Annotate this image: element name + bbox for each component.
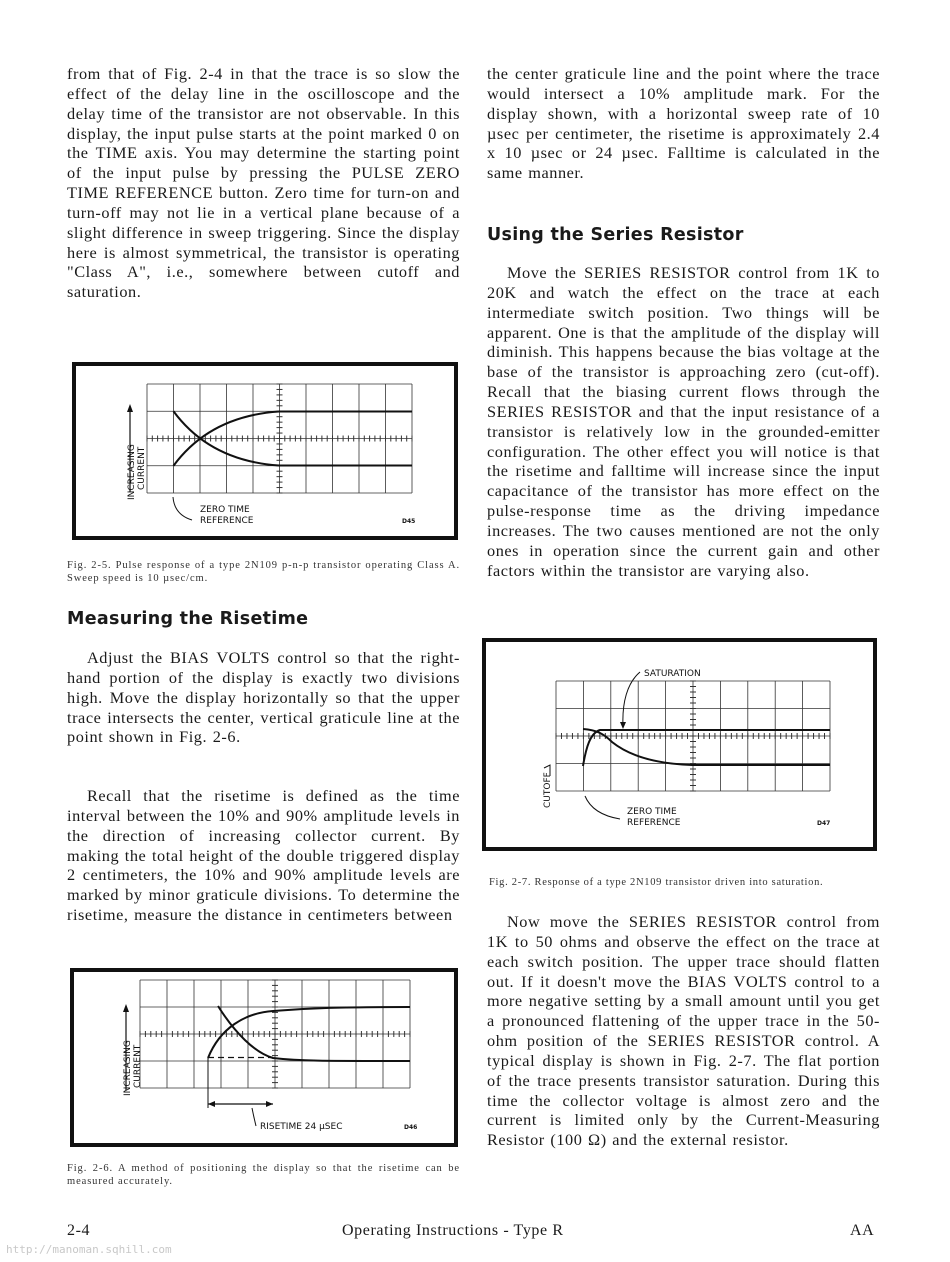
- page-number: 2-4: [67, 1222, 91, 1239]
- heading-series-resistor: Using the Series Resistor: [487, 225, 744, 245]
- cutoff-label: CUTOFF: [543, 772, 553, 808]
- figure-2-6: [70, 968, 458, 1147]
- paragraph-move-series-resistor: Move the SERIES RESISTOR control from 1K to 20K and watch the effect on the trace at each intermediate switch position. Two things will be apparent. One is that the amplitude of the display will diminish. This happens because the bias voltage at the base of the transistor is approaching zero (cut-off). Recall that the biasing current flows through the SERIES RESISTOR and that the input resistance of a transistor is relatively low in the grounded-emitter configuration. The other effect you will notice is that the risetime and falltime will increase since the input capacitance of the transistor has more effect on the pulse-response time as the driving impedance increases. The two causes mentioned are not the only ones in operation since the current gain and other factors within the transistor are varying also.: [487, 263, 880, 580]
- figure-2-7-graticule: [482, 638, 877, 851]
- watermark: http://manoman.sqhill.com: [6, 1243, 172, 1256]
- heading-measuring-risetime: Measuring the Risetime: [67, 609, 309, 629]
- arrow-head-icon: [123, 1004, 129, 1012]
- footer-edition: AA: [850, 1222, 875, 1239]
- annotation-risetime: RISETIME 24 µSEC: [260, 1122, 343, 1132]
- footer-title: Operating Instructions - Type R: [342, 1222, 564, 1239]
- figure-2-5: [72, 362, 458, 540]
- saturation-pointer: [623, 672, 640, 726]
- y-axis-label-2: CURRENT: [133, 1044, 143, 1088]
- arrow-head-icon: [127, 404, 133, 412]
- y-axis-label-1: INCREASING: [123, 1040, 133, 1096]
- paragraph-graticule-risetime: the center graticule line and the point where the trace would intersect a 10% amplitude mark. For the display shown, with a horizontal sweep rate of 10 µsec per centimeter, the risetime is approximately 2.4 x 10 µsec or 24 µsec. Falltime is calculated in the same manner.: [487, 64, 880, 183]
- paragraph-class-a: from that of Fig. 2-4 in that the trace is so slow the effect of the delay line in the oscilloscope and the delay time of the transistor are not observable. In this display, the input pulse starts at the point marked 0 on the TIME axis. You may determine the starting point of the input pulse by pressing the PULSE ZERO TIME REFERENCE button. Zero time for turn-on and turn-off may not lie in a vertical plane because of a slight difference in sweep triggering. Since the display here is almost symmetrical, the transistor is operating "Class A", i.e., somewhere between cutoff and saturation.: [67, 64, 460, 302]
- paragraph-adjust-bias: Adjust the BIAS VOLTS control so that the right-hand portion of the display is exactly two divisions high. Move the display horizontally so that the upper trace intersects the center, vertical graticule line at the point shown in Fig. 2-6.: [67, 648, 460, 747]
- figure-2-7-caption: Fig. 2-7. Response of a type 2N109 transistor driven into saturation.: [489, 877, 824, 888]
- pointer-arrow: [585, 796, 620, 819]
- lower-trace: [583, 729, 830, 765]
- figure-2-7: [482, 638, 877, 851]
- paragraph-saturation: Now move the SERIES RESISTOR control from 1K to 50 ohms and observe the effect on the trace at each switch position. The upper trace should flatten out. If it doesn't move the BIAS VOLTS control to a more negative setting by a small amount until you get a pronounced flattening of the upper trace in the 50-ohm position of the SERIES RESISTOR control. A typical display is shown in Fig. 2-7. The flat portion of the trace presents transistor saturation. During this time the collector voltage is almost zero and the current is limited only by the Current-Measuring Resistor (100 Ω) and the external resistor.: [487, 912, 880, 1150]
- annotation-reference: REFERENCE: [200, 516, 254, 526]
- figure-2-5-caption: Fig. 2-5. Pulse response of a type 2N109 p-n-p transistor operating Class A. Sweep speed is 10 µsec/cm.: [67, 560, 460, 584]
- annotation-zero-time: ZERO TIME: [200, 505, 250, 515]
- lower-trace: [218, 1006, 410, 1061]
- pointer-arrow: [252, 1108, 256, 1126]
- pointer-arrow: [173, 497, 192, 520]
- figure-code: D46: [404, 1124, 418, 1131]
- y-axis-label-2: CURRENT: [137, 446, 147, 490]
- figure-2-5-graticule: [72, 362, 458, 540]
- figure-code: D47: [817, 820, 831, 827]
- paragraph-recall-risetime: Recall that the risetime is defined as the time interval between the 10% and 90% amplitude levels in the direction of increasing collector current. By making the total height of the double triggered display 2 centimeters, the 10% and 90% amplitude levels are marked by minor graticule divisions. To determine the risetime, measure the distance in centimeters between: [67, 786, 460, 925]
- annotation-reference: REFERENCE: [627, 818, 681, 828]
- annotation-saturation: SATURATION: [644, 669, 701, 679]
- figure-2-6-caption: Fig. 2-6. A method of positioning the display so that the risetime can be measured accurately.: [67, 1163, 460, 1187]
- figure-code: D45: [402, 518, 416, 525]
- figure-2-6-graticule: [70, 968, 458, 1147]
- y-axis-label-1: INCREASING: [127, 444, 137, 500]
- annotation-zero-time: ZERO TIME: [627, 807, 677, 817]
